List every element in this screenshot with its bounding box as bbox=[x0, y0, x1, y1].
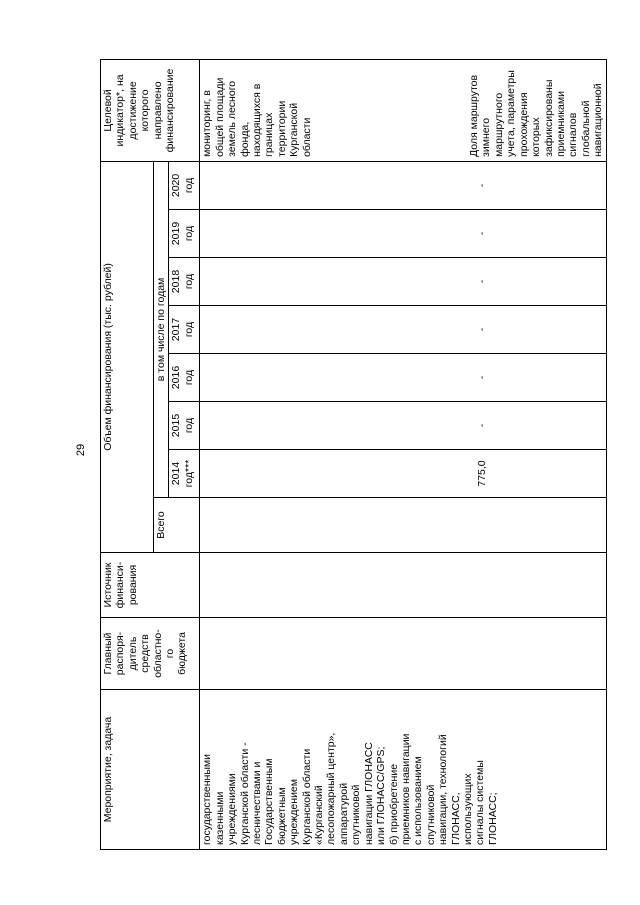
table-row bbox=[200, 59, 606, 849]
indicator-cell bbox=[200, 59, 606, 161]
dash-2016: - bbox=[476, 375, 489, 380]
dash-2018: - bbox=[476, 279, 489, 284]
indicator-text-1: мониторинг, в общей площади земель лесного фонда, находящихся в границах территории Курганской области bbox=[201, 77, 313, 157]
header-year-2019: 2019 год bbox=[169, 210, 200, 258]
event-cell: государственными казенными учреждениями Курганской области - лесничествами и Государственным бюджетным учреждением Курганской области «Курганский лесопожарный центр», аппаратурой спутниковой навигации ГЛОНАСС или ГЛОНАСС/GPS; б) приобретение приемников навигации с использованием спутниковой навигации, технологий ГЛОНАСС, использующих сигналы системы ГЛОНАСС; bbox=[200, 690, 606, 850]
financing-table-rotated bbox=[100, 60, 610, 850]
year-2017-cell bbox=[200, 306, 606, 354]
dash-2017: - bbox=[476, 327, 489, 332]
year-2020-cell bbox=[200, 161, 606, 209]
year-2014-cell bbox=[200, 450, 606, 498]
year-2018-cell bbox=[200, 258, 606, 306]
manager-cell bbox=[200, 618, 606, 690]
header-indicator: Целевой индикатор*, на достижение которого направлено финансирование bbox=[101, 59, 200, 161]
header-volume: Объем финансирования (тыс. рублей) bbox=[101, 161, 154, 552]
header-total: Всего bbox=[154, 498, 200, 553]
header-year-2014: 2014 год*** bbox=[169, 450, 200, 498]
year-2016-cell bbox=[200, 354, 606, 402]
dash-2015: - bbox=[476, 423, 489, 428]
source-cell bbox=[200, 553, 606, 618]
total-cell bbox=[200, 498, 606, 553]
year-2015-cell bbox=[200, 402, 606, 450]
header-year-2015: 2015 год bbox=[169, 402, 200, 450]
dash-2020: - bbox=[476, 183, 489, 188]
header-year-2016: 2016 год bbox=[169, 354, 200, 402]
indicator-text-2: Доля маршрутов зимнего маршрутного учета, параметры прохождения которых зафиксированы приемниками сигналов глобальной навигационной bbox=[468, 70, 605, 157]
dash-2019: - bbox=[476, 231, 489, 236]
header-source: Источник финанси- рования bbox=[101, 553, 200, 618]
header-year-2018: 2018 год bbox=[169, 258, 200, 306]
header-event: Мероприятие, задача bbox=[101, 690, 200, 850]
financing-table bbox=[100, 59, 607, 850]
header-year-2017: 2017 год bbox=[169, 306, 200, 354]
header-manager: Главный распоря- дитель средств областно- го бюджета bbox=[101, 618, 200, 690]
header-by-years: в том числе по годам bbox=[154, 161, 169, 497]
value-2014: 775,0 bbox=[476, 460, 489, 487]
page-number: 29 bbox=[75, 443, 87, 457]
header-year-2020: 2020 год bbox=[169, 161, 200, 209]
year-2019-cell bbox=[200, 210, 606, 258]
